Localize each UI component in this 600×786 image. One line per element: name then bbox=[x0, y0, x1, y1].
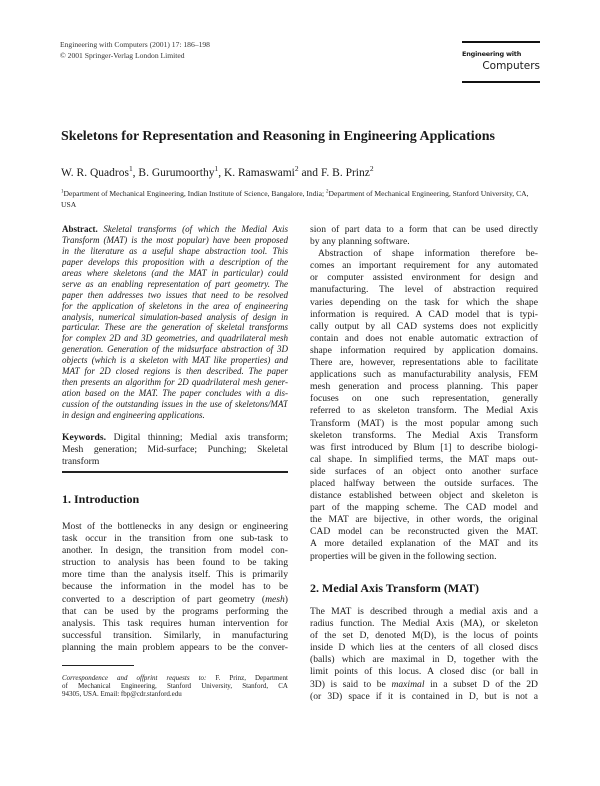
text-run: mesh generation and process planning. This paper bbox=[310, 381, 538, 393]
text-line bbox=[310, 454, 538, 466]
text-run: planning the main problem appears to be the conver- bbox=[62, 641, 288, 653]
text-run: Digital thinning; Medial axis transform; bbox=[105, 432, 288, 443]
text-line bbox=[62, 630, 288, 642]
text-run: objects (which is a skeleton with MAT like properties) and bbox=[62, 355, 288, 366]
text-run: paper develops this proposition with a description of the bbox=[62, 256, 288, 267]
text-line bbox=[62, 521, 288, 533]
text-line bbox=[62, 569, 288, 581]
keywords bbox=[62, 432, 288, 468]
text-line bbox=[310, 236, 538, 248]
text-run: cal shape. In simplified terms, the MAT maps out- bbox=[310, 453, 538, 465]
text-run: Transform (MAT) is the most popular) have been proposed bbox=[62, 234, 288, 245]
text-run: Abstraction of shape information therefore be- bbox=[318, 248, 538, 260]
text-run: ) bbox=[284, 593, 288, 605]
text-run: struction to analysis has been found to be taking bbox=[62, 557, 288, 569]
text-run: serve as an enabling representation of part geometry. The bbox=[62, 278, 288, 289]
text-line bbox=[310, 642, 538, 654]
text-run: or computer assisted environment for design and bbox=[310, 272, 538, 284]
text-run: applications such as manufacturability analysis, FEM bbox=[310, 369, 538, 381]
text-run: focuses on one such representation, generally bbox=[310, 393, 538, 405]
text-line bbox=[310, 666, 538, 678]
abstract bbox=[62, 224, 288, 421]
text-run: properties will be given in the following section. bbox=[310, 550, 497, 562]
text-line bbox=[310, 630, 538, 642]
text-line bbox=[310, 478, 538, 490]
text-line bbox=[310, 297, 538, 309]
text-run: Skeletal transforms (of which the Medial Axis bbox=[97, 224, 288, 234]
text-run: limit points of this locus. A closed disc (or ball in bbox=[310, 666, 538, 678]
text-run: information is required. A CAD model that is typi- bbox=[310, 308, 538, 320]
text-run: There are, however, representations able to facilitate bbox=[310, 357, 538, 369]
introduction-text-continued bbox=[310, 224, 538, 563]
text-run: 3D) is said to be bbox=[310, 678, 392, 690]
text-line bbox=[310, 224, 538, 236]
text-line bbox=[62, 690, 288, 698]
text-line bbox=[62, 674, 288, 682]
text-run: for complex 2D and 3D geometries, and quadrilateral mesh bbox=[62, 333, 288, 344]
text-run: referred to as skeleton transform. The Medial Axis bbox=[310, 405, 538, 417]
text-line bbox=[62, 290, 288, 301]
text-line bbox=[310, 260, 538, 272]
text-line bbox=[310, 309, 538, 321]
text-line bbox=[62, 533, 288, 545]
text-line bbox=[310, 606, 538, 618]
mat-section-text bbox=[310, 606, 538, 703]
text-run: generation. Generation of the midsurface abstraction of 3D bbox=[62, 344, 288, 355]
text-line bbox=[310, 490, 538, 502]
text-line bbox=[62, 257, 288, 268]
text-run: inside D which lies at the centers of all closed discs bbox=[310, 642, 538, 654]
text-run: transform bbox=[62, 456, 100, 468]
paper-title: Skeletons for Representation and Reasoning in Engineering Applications bbox=[61, 129, 495, 144]
text-run: in a subset D of the 2D bbox=[424, 678, 538, 690]
section-heading-mat: 2. Medial Axis Transform (MAT) bbox=[310, 581, 479, 595]
text-run: shape information required by application domains. bbox=[310, 344, 538, 356]
text-line bbox=[310, 538, 538, 550]
text-line bbox=[62, 581, 288, 593]
author: W. R. Quadros$^1$, bbox=[61, 164, 139, 179]
text-line bbox=[310, 345, 538, 357]
text-line bbox=[310, 442, 538, 454]
author: B. Gurumoorthy$^1$, bbox=[138, 164, 224, 179]
text-run: Transform (MAT) is the most popular among such bbox=[310, 417, 538, 429]
text-line bbox=[62, 594, 288, 606]
journal-citation: Engineering with Computers (2001) 17: 186–198 bbox=[60, 40, 210, 49]
text-run: for the application of skeletons in the area of engineering bbox=[62, 300, 288, 311]
text-line bbox=[62, 235, 288, 246]
text-line bbox=[310, 502, 538, 514]
text-run: (balls) which are maximal in D, together with the bbox=[310, 654, 538, 666]
text-line bbox=[62, 355, 288, 366]
text-run: of Mechanical Engineering, Stanford University, Stanford, CA bbox=[62, 682, 288, 691]
text-run: skeleton transforms. The Medial Axis Transform bbox=[310, 429, 538, 441]
text-line bbox=[310, 369, 538, 381]
text-line bbox=[62, 410, 288, 421]
text-run: 94305, USA. Email: fbp@cdr.stanford.edu bbox=[62, 690, 182, 699]
text-run: was first introduced by Blum [1] to describe biologi- bbox=[310, 441, 538, 453]
text-run: another. In design, the transition from model con- bbox=[62, 545, 288, 557]
text-run: A more detailed explanation of the MAT and its bbox=[310, 538, 538, 550]
footnote-rule bbox=[62, 665, 134, 666]
text-line bbox=[62, 322, 288, 333]
text-line bbox=[310, 466, 538, 478]
run-in-label: Abstract. bbox=[62, 224, 98, 234]
text-run: placed halfway between the outside surfaces. The bbox=[310, 477, 538, 489]
text-line bbox=[310, 321, 538, 333]
text-line bbox=[310, 248, 538, 260]
text-line bbox=[310, 514, 538, 526]
text-run: side surfaces of an object onto another surface bbox=[310, 465, 538, 477]
text-run: analysis, numerical simulation-based analysis of design in bbox=[62, 311, 288, 322]
text-line bbox=[62, 456, 288, 468]
text-line bbox=[310, 526, 538, 538]
text-run: radius function. The Medial Axis (MA), or skeleton bbox=[310, 618, 538, 630]
text-run: ation based on the MAT. The paper concludes with a dis- bbox=[62, 388, 288, 399]
text-line bbox=[62, 545, 288, 557]
author: K. Ramaswami$^2$ and bbox=[223, 164, 321, 179]
text-run: The MAT is described through a medial axis and a bbox=[310, 606, 538, 617]
text-line bbox=[62, 301, 288, 312]
text-line bbox=[62, 444, 288, 456]
text-line bbox=[62, 312, 288, 323]
logo-line-1: Engineering with bbox=[462, 50, 522, 58]
journal-header bbox=[60, 39, 210, 61]
text-run: areas where skeletons (and the MAT in particular) could bbox=[62, 267, 288, 278]
author: F. B. Prinz$^2$ bbox=[320, 164, 374, 179]
text-run: (or 3D) space if it is contained in D, but is not a bbox=[310, 690, 538, 702]
text-line bbox=[62, 224, 288, 235]
text-line bbox=[62, 246, 288, 257]
text-line bbox=[310, 381, 538, 393]
text-line bbox=[310, 418, 538, 430]
text-run: analysis. This task requires human intervention for bbox=[62, 617, 288, 629]
text-run: cussion of the outstanding issues in the use of skeletons/MAT bbox=[62, 399, 288, 409]
text-run: part of the mapping scheme. The CAD model and bbox=[310, 502, 538, 514]
text-line bbox=[310, 393, 538, 405]
text-line bbox=[310, 272, 538, 284]
text-run: that can be used by the programs performing the bbox=[62, 605, 288, 617]
text-line bbox=[310, 679, 538, 691]
author-list bbox=[61, 164, 374, 179]
text-line bbox=[62, 557, 288, 569]
text-line bbox=[62, 399, 288, 410]
journal-logo bbox=[462, 41, 540, 83]
text-line bbox=[310, 551, 538, 563]
emphasis-text: mesh bbox=[265, 593, 285, 605]
text-run: then presents an algorithm for 2D quadrilateral mesh gener- bbox=[62, 377, 288, 388]
text-run: contain and does not enable automatic extraction of bbox=[310, 332, 538, 344]
text-run: by any planning software. bbox=[310, 236, 410, 248]
text-line bbox=[62, 642, 288, 654]
text-run: because the information in the model has to be bbox=[62, 581, 288, 593]
text-line bbox=[310, 284, 538, 296]
text-line bbox=[62, 618, 288, 630]
emphasis-text: maximal bbox=[391, 678, 425, 690]
text-run: paper then addresses two issues that need to be resolved bbox=[62, 289, 288, 300]
text-line bbox=[310, 430, 538, 442]
copyright-notice: © 2001 Springer-Verlag London Limited bbox=[60, 51, 185, 60]
text-line bbox=[310, 405, 538, 417]
text-line bbox=[62, 606, 288, 618]
text-run: cally output by all CAD systems does not explicitly bbox=[310, 320, 538, 332]
introduction-text bbox=[62, 521, 288, 654]
text-run: F. Prinz, Department bbox=[206, 674, 288, 682]
text-run: the MAT are bijective, in other words, the original bbox=[310, 514, 538, 526]
text-run: CAD model can be reconstructed given the MAT. bbox=[310, 526, 538, 538]
emphasis-text: Correspondence and offprint requests to: bbox=[62, 674, 207, 682]
text-line bbox=[62, 682, 288, 690]
text-run: successful transition. Similarly, in manufacturing bbox=[62, 629, 288, 641]
text-run: task occur in the transition from one sub-task to bbox=[62, 533, 288, 545]
run-in-label: Keywords. bbox=[62, 432, 106, 443]
section-heading-introduction: 1. Introduction bbox=[62, 492, 140, 506]
text-line bbox=[62, 279, 288, 290]
text-run: manufacturing. The level of abstraction required bbox=[310, 284, 538, 296]
section-divider bbox=[62, 471, 288, 473]
correspondence-footnote bbox=[62, 674, 288, 699]
text-run: sion of part data to a form that can be used directly bbox=[310, 224, 538, 235]
text-line bbox=[62, 344, 288, 355]
text-line bbox=[310, 691, 538, 703]
text-line bbox=[310, 618, 538, 630]
text-line bbox=[62, 377, 288, 388]
text-run: in design and engineering applications. bbox=[62, 409, 205, 420]
affiliations: $^1$Department of Mechanical Engineering, Indian Institute of Science, Bangalore, India; $^2$Department of Mechanical Engineering, Stanford University, CA, USA bbox=[61, 189, 529, 209]
text-run: of the set D, denoted M(D), is the locus of points bbox=[310, 630, 538, 642]
text-line bbox=[62, 268, 288, 279]
text-line bbox=[310, 357, 538, 369]
text-line bbox=[62, 388, 288, 399]
text-run: particular. These are the generation of skeletal transforms bbox=[62, 322, 288, 333]
text-line bbox=[62, 366, 288, 377]
text-run: MAT for 2D closed regions is then described. The paper bbox=[62, 366, 288, 377]
text-run: in the literature as a useful shape abstraction tool. This bbox=[62, 245, 288, 256]
text-line bbox=[310, 333, 538, 345]
text-run: Mesh generation; Mid-surface; Punching; Skeletal bbox=[62, 444, 288, 456]
text-run: more time than the analysis itself. This is primarily bbox=[62, 569, 288, 581]
text-run: distance established between object and skeleton is bbox=[310, 490, 538, 502]
text-line bbox=[62, 333, 288, 344]
text-run: varies depending on the task for which the shape bbox=[310, 296, 538, 308]
text-run: Most of the bottlenecks in any design or engineering bbox=[62, 521, 288, 532]
logo-line-2: Computers bbox=[482, 60, 540, 72]
text-run: converted to a description of part geometry ( bbox=[62, 593, 266, 605]
text-line bbox=[310, 654, 538, 666]
text-line bbox=[62, 432, 288, 444]
text-run: comes an important requirement for any automated bbox=[310, 260, 538, 272]
